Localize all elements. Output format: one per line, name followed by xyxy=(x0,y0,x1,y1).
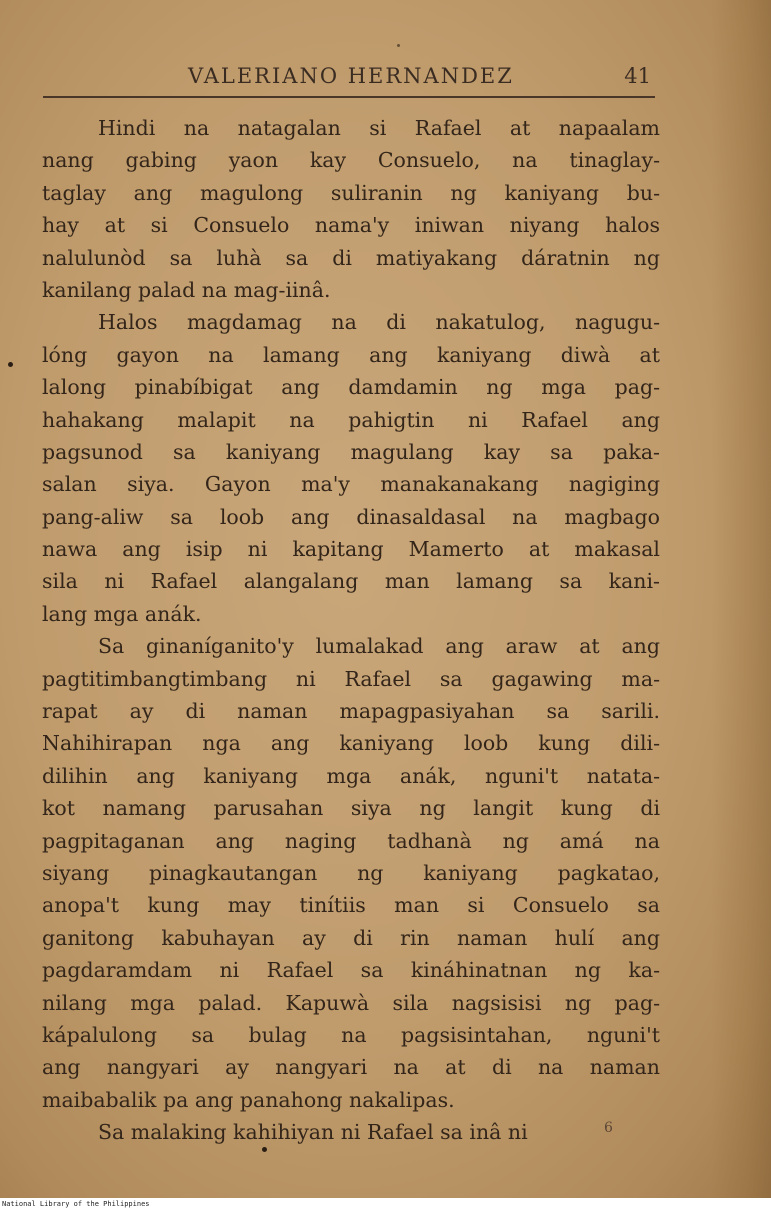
text-line: salan siya. Gayon ma'y manakanakang nagiging xyxy=(42,472,660,497)
text-line: maibabalik pa ang panahong nakalipas. xyxy=(42,1087,455,1112)
page-edge-shadow xyxy=(711,0,771,1198)
ink-speck xyxy=(8,362,13,367)
text-line: pagtitimbangtimbang ni Rafael sa gagawing ma- xyxy=(42,666,660,691)
text-line: ang nangyari ay nangyari na at di na naman xyxy=(42,1055,660,1080)
text-line: Hindi na natagalan si Rafael at napaalam xyxy=(98,116,660,140)
text-line: nawa ang isip ni kapitang Mamerto at makasal xyxy=(42,537,660,562)
text-line: nang gabing yaon kay Consuelo, na tinaglay- xyxy=(42,148,660,173)
text-line: lang mga anák. xyxy=(42,601,202,626)
text-line: lóng gayon na lamang ang kaniyang diwà at xyxy=(42,342,660,367)
text-line: Sa ginaníganito'y lumalakad ang araw at ang xyxy=(98,634,660,659)
text-line: kot namang parusahan siya ng langit kung di xyxy=(42,796,660,821)
text-line: taglay ang magulong suliranin ng kaniyang bu- xyxy=(42,180,660,205)
text-line: sila ni Rafael alangalang man lamang sa kani- xyxy=(42,569,660,594)
text-line: hahakang malapit na pahigtin ni Rafael ang xyxy=(42,407,660,432)
text-line: kanilang palad na mag-iinâ. xyxy=(42,277,331,302)
text-line: nalulunòd sa luhà sa di matiyakang dáratnin ng xyxy=(42,245,660,270)
text-line: nilang mga palad. Kapuwà sila nagsisisi ng pag- xyxy=(42,990,660,1015)
text-line: siyang pinagkautangan ng kaniyang pagkatao, xyxy=(42,860,660,885)
text-line: kápalulong sa bulag na pagsisintahan, nguni't xyxy=(42,1022,660,1047)
ink-speck xyxy=(262,1147,267,1152)
text-line: lalong pinabíbigat ang damdamin ng mga pag- xyxy=(42,375,660,400)
text-line: ganitong kabuhayan ay di rin naman hulí ang xyxy=(42,925,660,950)
signature-mark: 6 xyxy=(604,1120,613,1136)
header-rule xyxy=(43,96,655,98)
text-line: dilihin ang kaniyang mga anák, nguni't natata- xyxy=(42,763,660,788)
body-text xyxy=(42,112,660,1149)
library-credit: National Library of the Philippines xyxy=(2,1200,150,1208)
text-line: pang-aliw sa loob ang dinasaldasal na magbago xyxy=(42,504,660,529)
text-line: Nahihirapan nga ang kaniyang loob kung dili- xyxy=(42,731,660,756)
text-line: pagsunod sa kaniyang magulang kay sa paka- xyxy=(42,439,660,464)
page-number: 41 xyxy=(624,64,651,88)
text-line: anopa't kung may tinítiis man si Consuelo sa xyxy=(42,893,660,918)
text-line: Halos magdamag na di nakatulog, nagugu- xyxy=(98,310,660,335)
text-line: pagdaramdam ni Rafael sa kináhinatnan ng ka- xyxy=(42,958,660,983)
text-line: pagpitaganan ang naging tadhanà ng amá na xyxy=(42,828,660,853)
ink-speck xyxy=(397,44,400,47)
text-line: Sa malaking kahihiyan ni Rafael sa inâ ni xyxy=(98,1120,528,1145)
text-line: rapat ay di naman mapagpasiyahan sa sarili. xyxy=(42,699,660,724)
running-head xyxy=(43,64,655,94)
running-head-title: VALERIANO HERNANDEZ xyxy=(188,64,514,88)
text-line: hay at si Consuelo nama'y iniwan niyang halos xyxy=(42,213,660,238)
